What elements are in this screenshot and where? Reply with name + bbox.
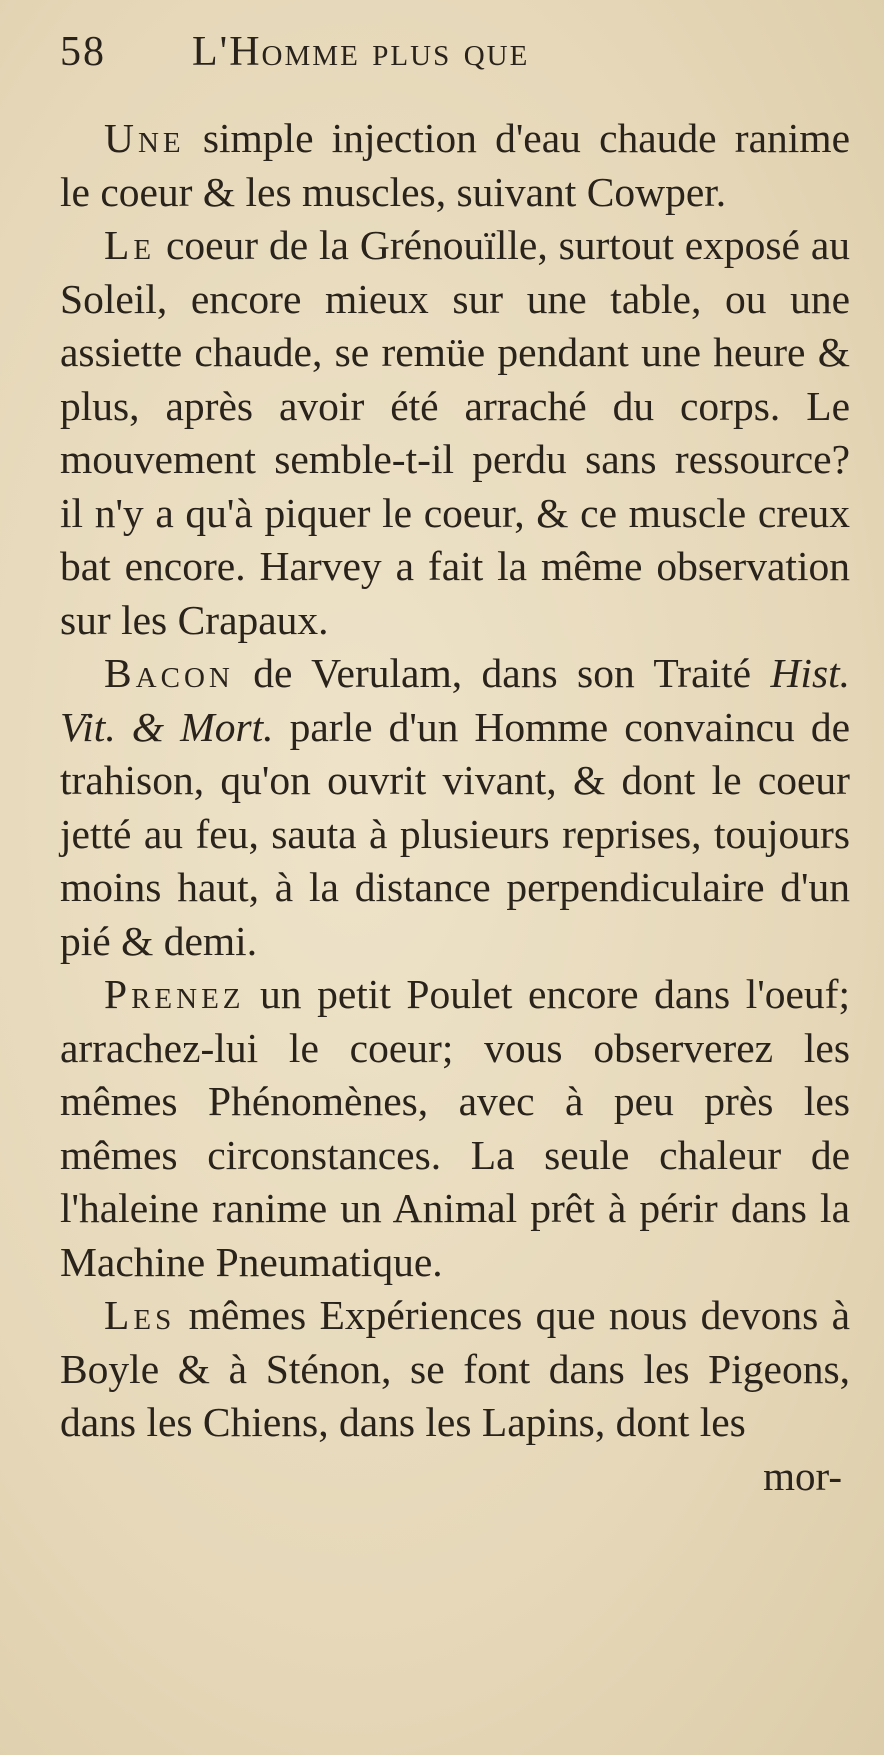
paragraph-2	[60, 219, 850, 647]
paragraph-lead: Les	[104, 1292, 176, 1338]
catchword: mor-	[763, 1452, 842, 1499]
page-number: 58	[60, 29, 106, 75]
paragraph-text: parle d'un Homme convaincu de trahison, qu'on ouvrit vivant, & dont le coeur jetté au feu, sauta à plusieurs reprises, toujours moins haut, à la distance perpendiculaire d'un pié & demi.	[60, 703, 850, 964]
italic-title: Hist. Vit. & Mort.	[60, 650, 850, 750]
paragraph-3	[60, 647, 850, 968]
paragraph-text: mêmes Expériences que nous devons à Boyle & à Sténon, se font dans les Pigeons, dans les Chiens, dans les Lapins, dont les	[60, 1292, 850, 1445]
page-header	[60, 22, 850, 92]
paragraph-text: coeur de la Grénouïlle, surtout exposé au Soleil, encore mieux sur une table, ou une assiette chaude, se remüe pendant une heure & plus, après avoir été arraché du corps. Le mouvement semble-t-il perdu sans ressource? il n'y a qu'à piquer le coeur, & ce muscle creux bat encore. Harvey a fait la même observation sur les Crapaux.	[60, 222, 850, 643]
paragraph-text: de Verulam, dans son Traité	[233, 650, 771, 696]
paragraph-5	[60, 1289, 850, 1450]
body-text	[60, 112, 850, 1503]
paragraph-text: un petit Poulet encore dans l'oeuf; arrachez-lui le coeur; vous observerez les mêmes Phénomènes, avec à peu près les mêmes circonstances. La seule chaleur de l'haleine ranime un Animal prêt à périr dans la Machine Pneumatique.	[60, 971, 850, 1285]
running-title: L'Homme plus que	[192, 29, 530, 75]
paragraph-lead: Une	[104, 115, 185, 161]
paragraph-lead: Le	[104, 222, 156, 268]
paragraph-4	[60, 968, 850, 1289]
paragraph-text: simple injection d'eau chaude ranime le coeur & les muscles, suivant Cowper.	[60, 115, 850, 215]
paragraph-lead: Bacon	[104, 650, 234, 696]
paragraph-1	[60, 112, 850, 219]
paragraph-lead: Prenez	[104, 971, 245, 1017]
